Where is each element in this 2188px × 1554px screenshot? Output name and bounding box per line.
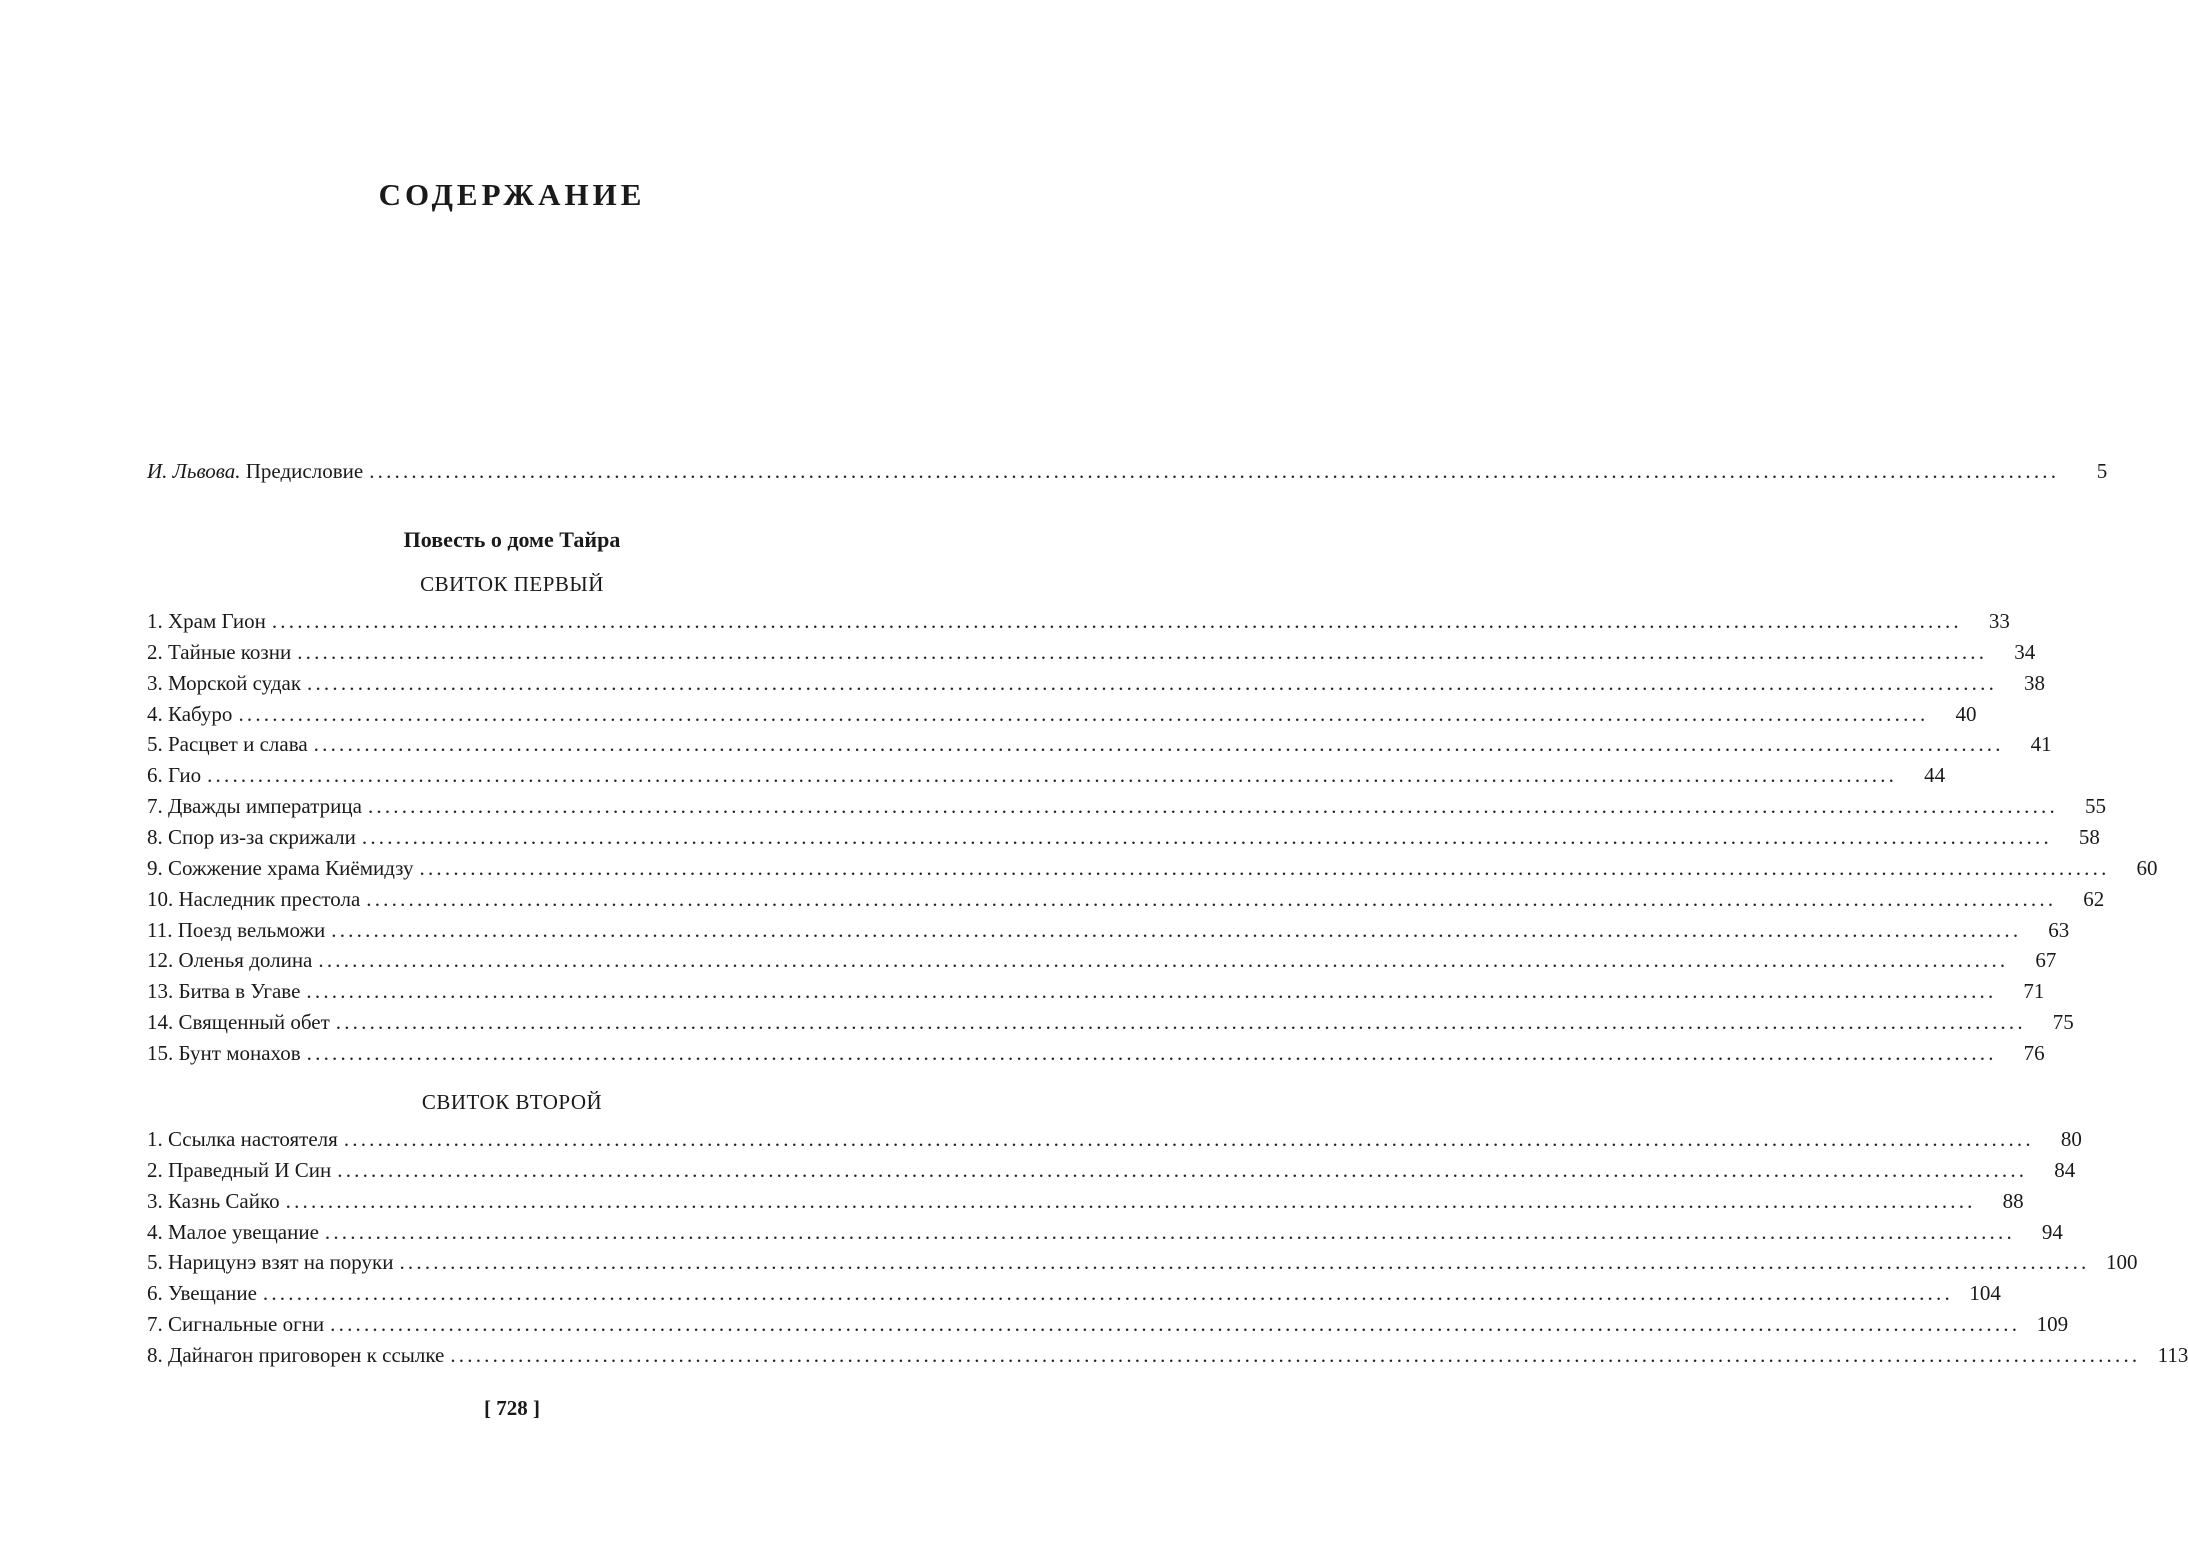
toc-entry-page: 80 bbox=[2060, 1127, 2082, 1151]
toc-entry-page: 104 bbox=[1969, 1281, 2001, 1306]
toc-entry-page: 5 bbox=[2096, 459, 2108, 483]
dot-leader: ........................................................................................................................................................................................................ bbox=[318, 948, 2009, 973]
toc-entry[interactable] bbox=[147, 976, 2045, 1007]
toc-entry[interactable] bbox=[147, 760, 1946, 791]
toc-entry[interactable] bbox=[147, 884, 2105, 915]
toc-entry[interactable] bbox=[147, 1124, 2082, 1155]
toc-entry-page: 71 bbox=[2023, 979, 2045, 1004]
toc-entry-label: 7. Сигнальные огни bbox=[147, 1312, 325, 1337]
dot-leader: ........................................................................................................................................................................................................ bbox=[450, 1342, 2141, 1367]
dot-leader: ........................................................................................................................................................................................................ bbox=[331, 917, 2022, 942]
toc-entry-page: 63 bbox=[2048, 917, 2070, 942]
dot-leader: ........................................................................................................................................................................................................ bbox=[369, 459, 2060, 483]
dot-leader: ........................................................................................................................................................................................................ bbox=[324, 1219, 2015, 1244]
toc-entry[interactable] bbox=[147, 915, 2070, 946]
toc-entry-label: 4. Малое увещание bbox=[147, 1219, 319, 1244]
toc-entry-label: 6. Увещание bbox=[147, 1281, 257, 1306]
toc-entry-label: 1. Храм Гион bbox=[147, 609, 266, 633]
dot-leader: ........................................................................................................................................................................................................ bbox=[238, 701, 1929, 726]
page-title: СОДЕРЖАНИЕ bbox=[378, 177, 646, 212]
dot-leader: ........................................................................................................................................................................................................ bbox=[335, 1010, 2026, 1035]
toc-entry-page: 109 bbox=[2036, 1312, 2069, 1337]
scroll-heading-second: СВИТОК ВТОРОЙ bbox=[421, 1090, 603, 1114]
toc-entry-label: 10. Наследник престола bbox=[147, 886, 361, 911]
toc-entry-page: 40 bbox=[1955, 701, 1977, 726]
toc-entry[interactable] bbox=[147, 729, 2052, 760]
toc-entry-label: 6. Гио bbox=[147, 763, 202, 788]
dot-leader: ........................................................................................................................................................................................................ bbox=[307, 670, 1998, 695]
dot-leader: ........................................................................................................................................................................................................ bbox=[306, 1040, 1997, 1065]
toc-entry-page: 60 bbox=[2136, 855, 2158, 880]
toc-entry-label: 9. Сожжение храма Киёмидзу bbox=[147, 855, 414, 880]
toc-entry-page: 76 bbox=[2023, 1040, 2045, 1065]
toc-entry-page: 34 bbox=[2014, 639, 2036, 664]
toc-entry-label: 8. Спор из-за скрижали bbox=[147, 824, 356, 849]
toc-entry-label: 15. Бунт монахов bbox=[147, 1040, 301, 1065]
toc-entry-page: 62 bbox=[2083, 886, 2105, 911]
dot-leader: ........................................................................................................................................................................................................ bbox=[419, 855, 2110, 880]
dot-leader: ........................................................................................................................................................................................................ bbox=[366, 886, 2057, 911]
toc-entry[interactable] bbox=[147, 822, 2100, 853]
toc-entry-label: 1. Ссылка настоятеля bbox=[147, 1127, 338, 1151]
toc-entry-page: 55 bbox=[2084, 794, 2106, 819]
toc-entry-label: 3. Казнь Сайко bbox=[147, 1188, 280, 1213]
toc-entry-page: 113 bbox=[2157, 1342, 2188, 1367]
toc-entry[interactable] bbox=[147, 1007, 2074, 1038]
book-heading: Повесть о доме Тайра bbox=[403, 527, 621, 552]
toc-entry-page: 100 bbox=[2105, 1250, 2138, 1275]
toc-entry[interactable] bbox=[147, 1247, 2138, 1278]
toc-entry-page: 94 bbox=[2041, 1219, 2063, 1244]
toc-entry-label: 5. Нарицунэ взят на поруки bbox=[147, 1250, 394, 1275]
toc-entry-label: 4. Кабуро bbox=[147, 701, 233, 726]
toc-entry-page: 44 bbox=[1924, 763, 1946, 788]
dot-leader: ........................................................................................................................................................................................................ bbox=[271, 609, 1962, 633]
toc-entry-preface[interactable] bbox=[147, 456, 2108, 487]
toc-entry[interactable] bbox=[147, 668, 2046, 699]
toc-entry[interactable] bbox=[147, 853, 2158, 884]
toc-entry-label: 3. Морской судак bbox=[147, 670, 302, 695]
toc-entry-label: 7. Дважды императрица bbox=[147, 794, 362, 819]
toc-entry-label bbox=[147, 456, 369, 487]
dot-leader: ........................................................................................................................................................................................................ bbox=[262, 1281, 1953, 1306]
toc-entry[interactable] bbox=[147, 1155, 2076, 1186]
toc-entry-label: 2. Праведный И Син bbox=[147, 1157, 332, 1182]
preface-author: И. Львова. bbox=[147, 459, 241, 483]
page-number: [ 728 ] bbox=[484, 1396, 540, 1420]
preface-label: Предисловие bbox=[245, 459, 364, 483]
toc-entry[interactable] bbox=[147, 1340, 2188, 1371]
dot-leader: ........................................................................................................................................................................................................ bbox=[306, 979, 1997, 1004]
toc-entry-page: 88 bbox=[2002, 1188, 2024, 1213]
toc-entry-page: 84 bbox=[2054, 1157, 2076, 1182]
toc-entry[interactable] bbox=[147, 945, 2057, 976]
toc-entry-label: 8. Дайнагон приговорен к ссылке bbox=[147, 1342, 445, 1367]
dot-leader: ........................................................................................................................................................................................................ bbox=[361, 824, 2052, 849]
toc-entry[interactable] bbox=[147, 1217, 2063, 1248]
dot-leader: ........................................................................................................................................................................................................ bbox=[337, 1157, 2028, 1182]
toc-entry[interactable] bbox=[147, 791, 2106, 822]
dot-leader: ........................................................................................................................................................................................................ bbox=[367, 794, 2058, 819]
toc-entry[interactable] bbox=[147, 1278, 2001, 1309]
toc-entry-label: 12. Оленья долина bbox=[147, 948, 313, 973]
dot-leader: ........................................................................................................................................................................................................ bbox=[285, 1188, 1976, 1213]
toc-entry-page: 33 bbox=[1988, 609, 2010, 633]
toc-entry-page: 75 bbox=[2052, 1010, 2074, 1035]
dot-leader: ........................................................................................................................................................................................................ bbox=[330, 1312, 2021, 1337]
toc-entry-page: 41 bbox=[2030, 732, 2052, 757]
dot-leader: ........................................................................................................................................................................................................ bbox=[343, 1127, 2034, 1151]
toc-entry-label: 2. Тайные козни bbox=[147, 639, 292, 664]
toc-entry-label: 14. Священный обет bbox=[147, 1010, 330, 1035]
toc-entry-label: 5. Расцвет и слава bbox=[147, 732, 308, 757]
dot-leader: ........................................................................................................................................................................................................ bbox=[207, 763, 1898, 788]
toc-entry[interactable] bbox=[147, 606, 2010, 637]
toc-entry-page: 38 bbox=[2024, 670, 2046, 695]
dot-leader: ........................................................................................................................................................................................................ bbox=[297, 639, 1988, 664]
toc-entry[interactable] bbox=[147, 1309, 2069, 1340]
toc-entry-label: 11. Поезд вельможи bbox=[147, 917, 326, 942]
toc-entry-label: 13. Битва в Угаве bbox=[147, 979, 301, 1004]
scroll-heading-first: СВИТОК ПЕРВЫЙ bbox=[420, 572, 604, 596]
toc-entry-page: 58 bbox=[2078, 824, 2100, 849]
toc-entry[interactable] bbox=[147, 1038, 2045, 1069]
toc-entry[interactable] bbox=[147, 699, 1977, 730]
toc-entry[interactable] bbox=[147, 1186, 2024, 1217]
toc-entry[interactable] bbox=[147, 637, 2036, 668]
dot-leader: ........................................................................................................................................................................................................ bbox=[399, 1250, 2090, 1275]
dot-leader: ........................................................................................................................................................................................................ bbox=[313, 732, 2004, 757]
toc-entry-page: 67 bbox=[2035, 948, 2057, 973]
